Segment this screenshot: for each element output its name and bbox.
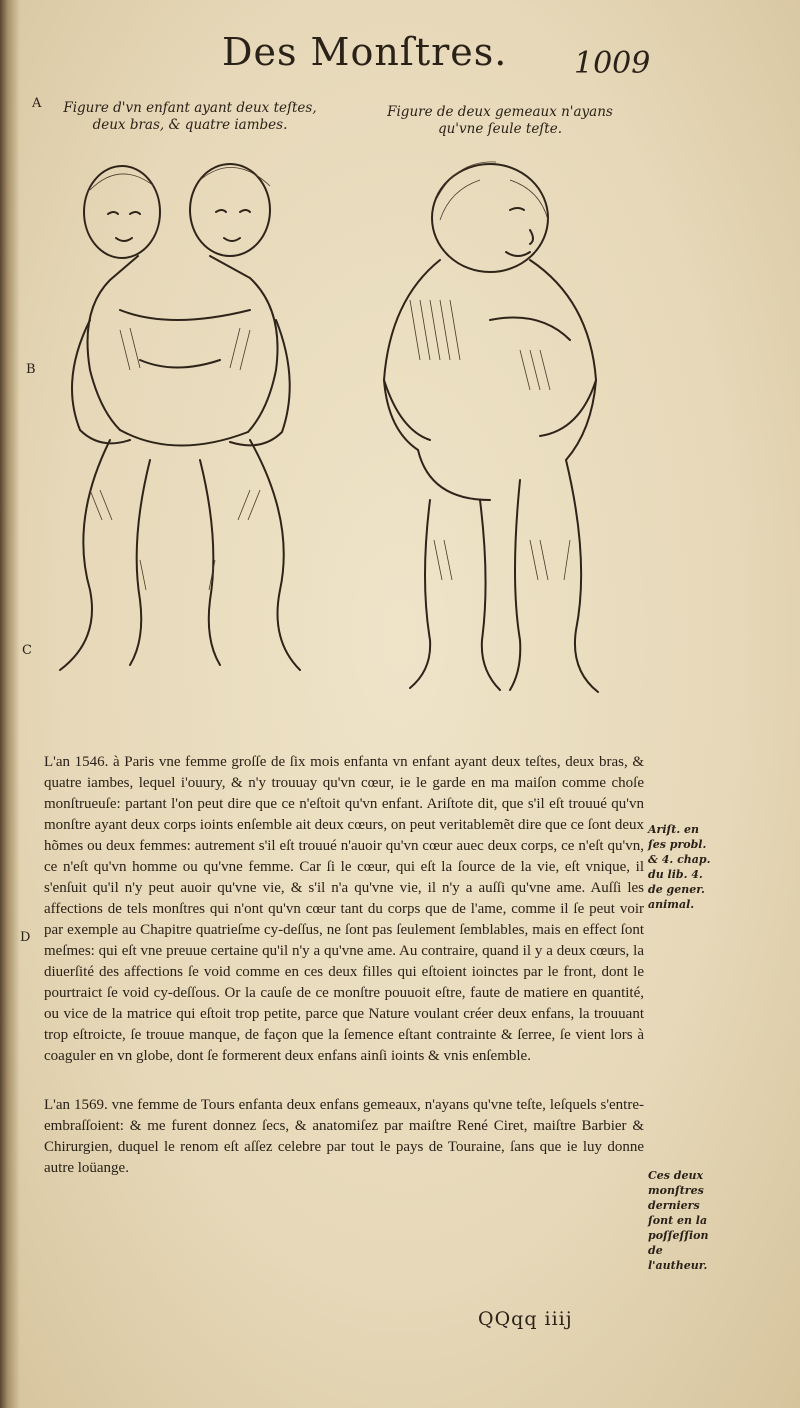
signature-mark: QQqq iiij <box>478 1308 573 1330</box>
paragraph-2: L'an 1569. vne femme de Tours enfanta deux enfans gemeaux, n'ayans qu'vne teſte, leſquels s'entre-embraſſoient: & me furent donnez ſecs, & anatomiſez par maiſtre René Ciret, maiſtre Barbier & Chirurgien, duquel le renom eſt aſſez celebre par tout le pays de Touraine, ſans que ie luy donne autre loüange. <box>44 1097 644 1176</box>
margin-letter-b: B <box>26 362 36 377</box>
page-edge-shadow <box>0 0 20 1408</box>
figure-caption-left: Figure d'vn enfant ayant deux teſtes, deux bras, & quatre iambes. <box>63 100 317 133</box>
side-note-possession: Ces deux monſtres derniers ſont en la poſſeſſion de l'autheur. <box>648 1169 709 1272</box>
figure-caption-right: Figure de deux gemeaux n'ayans qu'vne ſeule teſte. <box>387 104 613 137</box>
paragraph-1: L'an 1546. à Paris vne femme groſſe de ſix mois enfanta vn enfant ayant deux teſtes, deux bras, & quatre iambes, lequel i'ouury, & n'y trouuay qu'vn cœur, ie le garde en ma maiſon comme choſe monſtrueuſe: partant l'on peut dire que ce n'eſtoit qu'vn enfant. Ariſtote dit, que s'il eſt trouué qu'vn monſtre ayant deux corps ioints enſemble ait deux cœurs, on peut veritablemẽt dire que ce ſont deux hõmes ou deux femmes: autrement s'il eſt trouué n'auoir qu'vn cœur auec deux corps, ce n'eſt qu'vn, ce n'eſt qu'vn homme ou qu'vne femme. Car ſi le cœur, qui eſt la ſource de la vie, eſt vnique, il s'enſuit qu'il n'y peut auoir qu'vne vie, & s'il n'a qu'vne vie, il n'y a auſſi qu'vne ame. Auſſi les affections de tels monſtres qui n'ont qu'vn cœur tant du corps que de l'ame, comme il ſe peut voir par exemple au Chapitre quatrieſme cy-deſſus, ne ſont pas ſeulement ſemblables, mais en effect ſont meſmes: qui eſt vne preuue certaine qu'il n'y a qu'vne ame. Au contraire, quand il y a deux cœurs, la diuerſité des affections ſe void comme en ces deux filles qui eſtoient ioinctes par le front, dont le pourtraict ſe void cy-deſſous. Or la cauſe de ce monſtre pouuoit eſtre, faute de matiere en quantité, ou vice de la matrice qui eſtoit trop petite, parce que Nature voulant créer deux enfans, la trouuant trop eſtroicte, ſe trouue manque, de façon que la ſemence eſtant contrainte & ſerree, ſe vient lors à coaguler en vn globe, dont ſe formerent deux enfans ainſi ioints & vnis enſemble. <box>44 754 644 1064</box>
side-note-aristotle: Ariſt. en ſes probl. & 4. chap. du lib. 4. de gener. animal. <box>648 823 711 911</box>
margin-letter-c: C <box>22 643 32 658</box>
body-text <box>44 752 644 1207</box>
margin-letter-d: D <box>20 930 31 945</box>
margin-letter-a: A <box>32 96 42 111</box>
running-title: Des Monſtres. <box>222 30 508 74</box>
woodcut-two-headed-child <box>50 160 310 680</box>
page-number: 1009 <box>574 46 651 81</box>
woodcut-twins-one-head <box>370 160 610 700</box>
